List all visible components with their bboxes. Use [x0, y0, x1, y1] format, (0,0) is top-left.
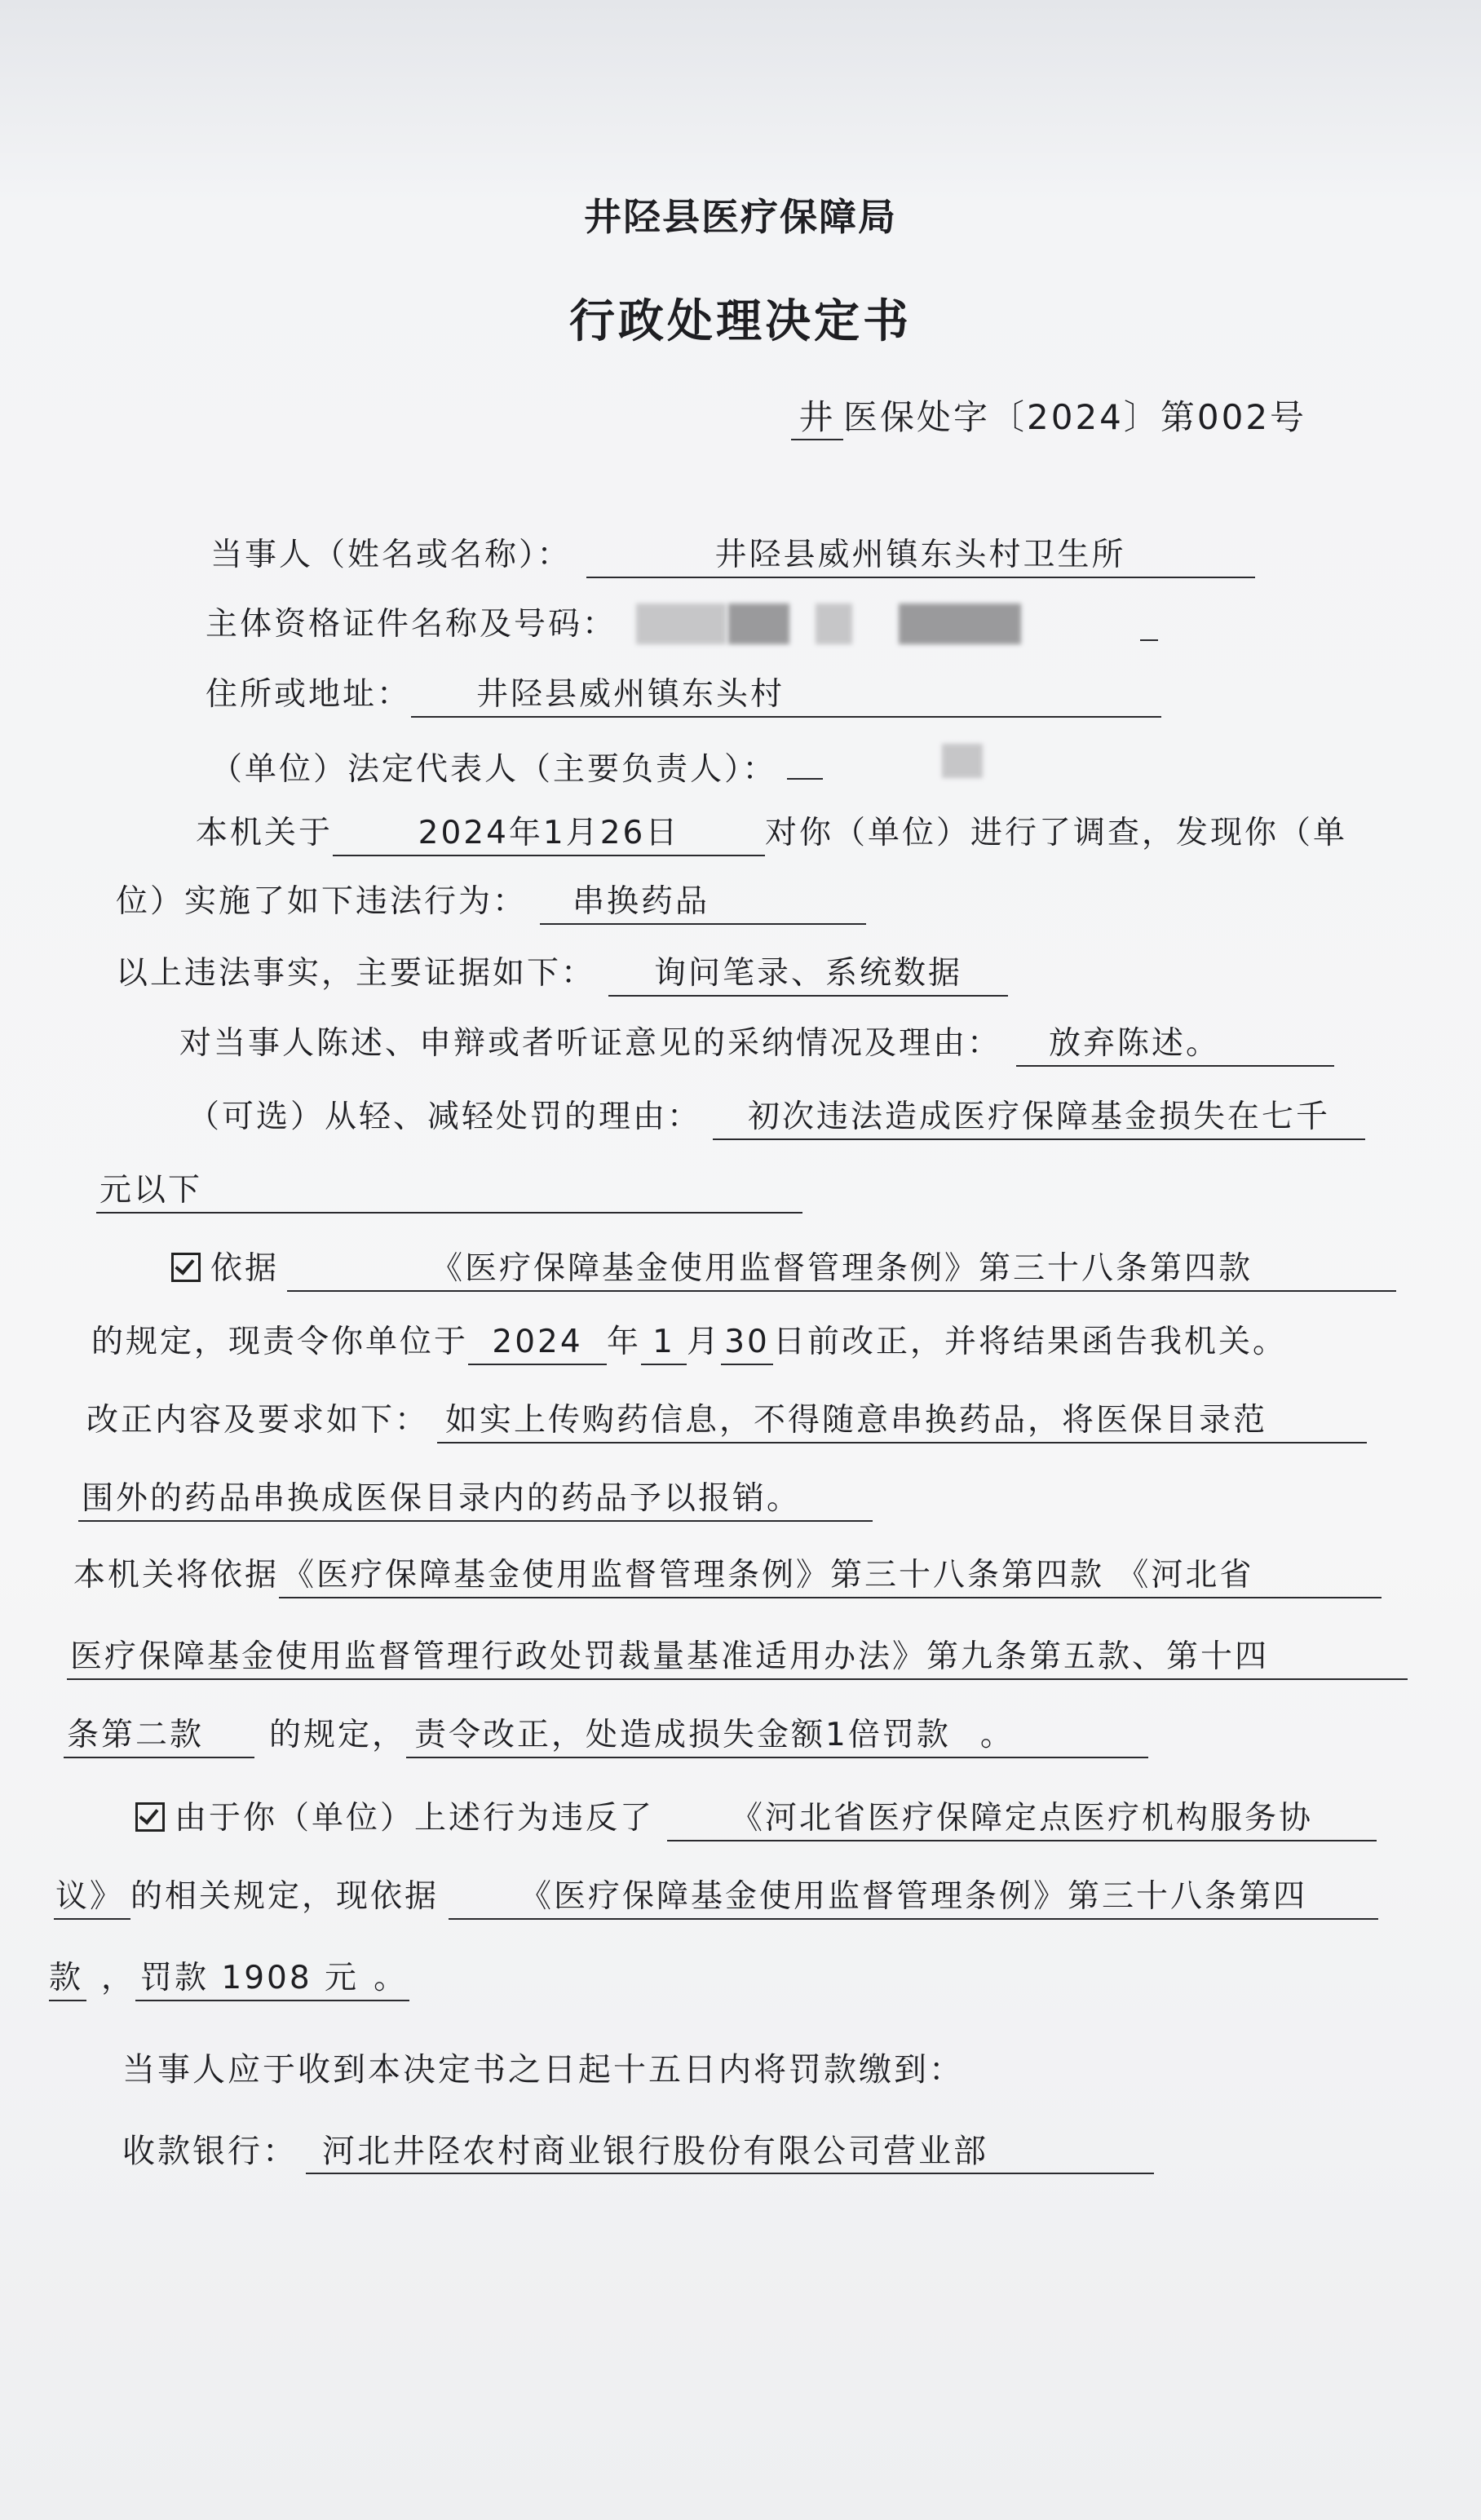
- mitigation-label: （可选）从轻、减轻处罚的理由：: [188, 1099, 702, 1135]
- mitigation-value: 初次违法造成医疗保障基金损失在七千: [713, 1096, 1365, 1140]
- deadline-suffix: 日前改正，并将结果函告我机关。: [773, 1324, 1288, 1360]
- statement-label: 对当事人陈述、申辩或者听证意见的采纳情况及理由：: [179, 1025, 1002, 1062]
- representative-label: （单位）法定代表人（主要负责人）：: [210, 751, 777, 788]
- agreement-line-2: [54, 1876, 1378, 1920]
- bank-value: 河北井陉农村商业银行股份有限公司营业部: [306, 2130, 1154, 2174]
- fine-basis-value-cont: 款: [49, 1957, 86, 2001]
- fine-amount-text: 罚款 1908 元: [140, 1960, 360, 1996]
- deadline-year-unit: 年: [607, 1324, 642, 1360]
- agreement-line-1: [135, 1797, 1377, 1841]
- penalty-result-end: 。: [979, 1717, 1015, 1753]
- fine-amount: [135, 1957, 409, 2001]
- correction-content-line-2: [78, 1478, 873, 1522]
- representative-value: [787, 741, 823, 780]
- correction-basis-label: 依据: [210, 1250, 280, 1287]
- correction-basis-line: [171, 1248, 1396, 1292]
- evidence-value: 询问笔录、系统数据: [608, 953, 1008, 997]
- mitigation-line-1: [188, 1096, 1365, 1140]
- document-title: 行政处理决定书: [569, 295, 912, 348]
- address-label: 住所或地址：: [206, 676, 412, 713]
- agreement-value: 《河北省医疗保障定点医疗机构服务协: [667, 1797, 1377, 1841]
- address-line: [206, 674, 1161, 718]
- mitigation-line-2: [96, 1169, 802, 1214]
- statement-value: 放弃陈述。: [1016, 1023, 1334, 1067]
- certificate-line: [206, 603, 617, 646]
- investigation-line-2: [116, 881, 866, 925]
- penalty-basis-value-end: 条第二款: [64, 1714, 254, 1758]
- representative-line: [210, 741, 823, 791]
- redacted-block: [899, 603, 1021, 644]
- deadline-prefix: 的规定，现责令你单位于: [91, 1324, 469, 1360]
- party-name-value: 井陉县威州镇东头村卫生所: [586, 534, 1255, 578]
- fine-end: 。: [374, 1960, 409, 1996]
- correction-content-value: 如实上传购药信息，不得随意串换药品，将医保目录范: [437, 1399, 1367, 1443]
- penalty-basis-value: 《医疗保障基金使用监督管理条例》第三十八条第四款 《河北省: [279, 1554, 1382, 1598]
- authority-title: 井陉县医疗保障局: [584, 195, 897, 239]
- payment-instruction: 当事人应于收到本决定书之日起十五日内将罚款缴到：: [122, 2051, 964, 2089]
- bank-label: 收款银行：: [122, 2133, 298, 2170]
- violation-value: 串换药品: [540, 881, 866, 925]
- deadline-day: 30: [721, 1321, 773, 1365]
- agreement-middle: 的相关规定，现依据: [130, 1878, 440, 1915]
- agreement-value-cont: 议》: [54, 1876, 130, 1920]
- correction-content-value-cont: 围外的药品串换成医保目录内的药品予以报销。: [78, 1478, 873, 1522]
- investigation-suffix: 对你（单位）进行了调查，发现你（单: [765, 815, 1348, 851]
- violation-label: 位）实施了如下违法行为：: [116, 883, 528, 920]
- deadline-month-unit: 月: [687, 1324, 722, 1360]
- evidence-label: 以上违法事实，主要证据如下：: [116, 955, 596, 992]
- correction-basis-value: 《医疗保障基金使用监督管理条例》第三十八条第四款: [287, 1248, 1396, 1292]
- agreement-prefix: 由于你（单位）上述行为违反了: [175, 1800, 655, 1837]
- penalty-result: [406, 1714, 1148, 1758]
- reference-text: 医保处字〔2024〕第002号: [843, 397, 1307, 437]
- penalty-result-text: 责令改正，处造成损失金额1倍罚款: [414, 1717, 951, 1753]
- checkbox-icon: [135, 1802, 165, 1832]
- correction-content-line-1: [86, 1399, 1367, 1443]
- party-name-line: [210, 534, 1255, 578]
- investigation-date: 2024年1月26日: [333, 812, 765, 856]
- investigation-line-1: [196, 812, 1347, 856]
- deadline-year: 2024: [468, 1321, 607, 1365]
- address-value: 井陉县威州镇东头村: [411, 674, 1161, 718]
- fine-comma: ，: [101, 1960, 136, 1996]
- checkbox-icon: [171, 1253, 201, 1282]
- correction-content-label: 改正内容及要求如下：: [86, 1402, 430, 1439]
- penalty-basis-line-2: [67, 1636, 1408, 1680]
- penalty-basis-line-1: [73, 1554, 1382, 1598]
- penalty-basis-middle: 的规定，: [269, 1717, 407, 1753]
- penalty-basis-prefix: 本机关将依据: [73, 1557, 280, 1594]
- evidence-line: [116, 953, 1008, 997]
- redacted-block: [636, 603, 726, 644]
- penalty-basis-line-3: [64, 1714, 1148, 1758]
- penalty-basis-value-cont: 医疗保障基金使用监督管理行政处罚裁量基准适用办法》第九条第五款、第十四: [67, 1636, 1408, 1680]
- party-name-label: 当事人（姓名或名称）：: [210, 537, 572, 573]
- reference-number: [791, 396, 1306, 440]
- investigation-prefix: 本机关于: [196, 815, 334, 851]
- deadline-month: 1: [641, 1321, 687, 1365]
- mitigation-value-cont: 元以下: [96, 1169, 802, 1214]
- statement-line: [179, 1023, 1334, 1067]
- certificate-underline-end: [1140, 639, 1158, 641]
- certificate-label: 主体资格证件名称及号码：: [206, 606, 617, 643]
- reference-prefix: 井: [791, 396, 843, 440]
- bank-line: [122, 2130, 1154, 2174]
- deadline-line: [91, 1321, 1287, 1365]
- agreement-line-3: [49, 1957, 409, 2001]
- redacted-block: [816, 603, 852, 644]
- redacted-block: [728, 603, 789, 644]
- redacted-block: [942, 744, 983, 778]
- fine-basis-value: 《医疗保障基金使用监督管理条例》第三十八条第四: [449, 1876, 1378, 1920]
